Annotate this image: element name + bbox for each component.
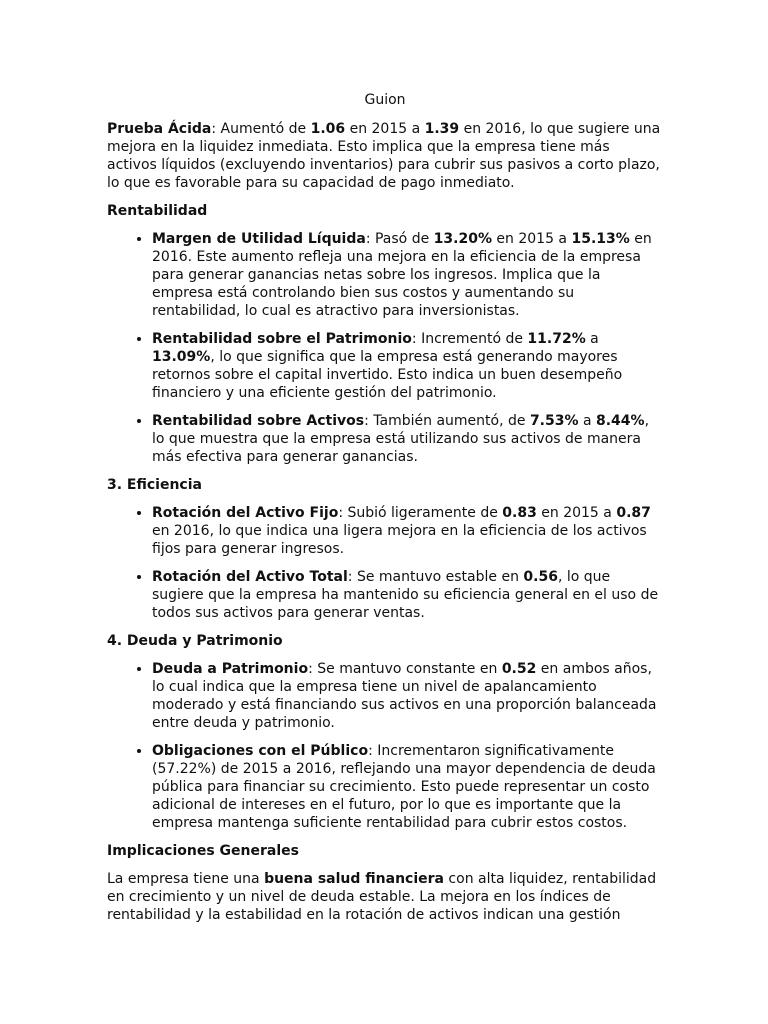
deuda-patrimonio-text-2: en ambos años, lo cual indica que la empresa tiene un nivel de apalancamiento moderado y está financiando sus activos en una proporción balanceada entre deuda y patrimonio. — [152, 661, 657, 731]
implicaciones-heading: Implicaciones Generales — [107, 843, 299, 859]
patrimonio-value-2015: 11.72% — [527, 331, 586, 347]
activos-label: Rentabilidad sobre Activos — [152, 413, 365, 429]
activo-total-text-2: , lo que sugiere que la empresa ha mantenido su eficiencia general en el uso de todos sus activos para generar ventas. — [152, 569, 659, 621]
list-item-activos — [152, 412, 663, 466]
prueba-text-2: en 2015 a — [345, 121, 425, 137]
prueba-text-1: : Aumentó de — [211, 121, 311, 137]
patrimonio-value-2016: 13.09% — [152, 349, 211, 365]
activos-value-2015: 7.53% — [529, 413, 579, 429]
deuda-patrimonio-label: Deuda a Patrimonio — [152, 661, 309, 677]
implicaciones-text-2: con alta liquidez, rentabilidad en crecimiento y un nivel de deuda estable. La mejora en los índices de rentabilidad y la estabilidad en la rotación de activos indican una gestión — [107, 871, 657, 923]
implicaciones-text-1: La empresa tiene una — [107, 871, 265, 887]
patrimonio-text-2: a — [585, 331, 599, 347]
activos-text-1: : También aumentó, de — [364, 413, 530, 429]
list-item-obligaciones — [152, 742, 663, 832]
margen-label: Margen de Utilidad Líquida — [152, 231, 366, 247]
activo-total-label: Rotación del Activo Total — [152, 569, 348, 585]
implicaciones-paragraph — [107, 870, 663, 924]
margen-text-1: : Pasó de — [365, 231, 434, 247]
prueba-acida-label: Prueba Ácida — [107, 121, 212, 137]
deuda-patrimonio-value: 0.52 — [501, 661, 537, 677]
margen-text-2: en 2015 a — [491, 231, 572, 247]
margen-text-3: en 2016. Este aumento refleja una mejora en la eficiencia de la empresa para generar ganancias netas sobre los ingresos. Implica que la empresa está controlando bien sus costos y aumentando su rentabilidad, lo cual es atractivo para inversionistas. — [152, 231, 652, 319]
activo-total-value: 0.56 — [523, 569, 558, 585]
activo-fijo-text-3: en 2016, lo que indica una ligera mejora en la eficiencia de los activos fijos para generar ingresos. — [152, 523, 647, 557]
margen-value-2015: 13.20% — [433, 231, 492, 247]
deuda-list — [107, 660, 663, 832]
activos-text-2: a — [578, 413, 596, 429]
activos-text-3: , lo que muestra que la empresa está utilizando sus activos de manera más efectiva para generar ganancias. — [152, 413, 650, 465]
list-item-activo-total — [152, 568, 663, 622]
list-item-patrimonio — [152, 330, 663, 402]
obligaciones-label: Obligaciones con el Público — [152, 743, 369, 759]
patrimonio-text-3: , lo que significa que la empresa está generando mayores retornos sobre el capital invertido. Esto indica un buen desempeño financiero y una eficiente gestión del patrimonio. — [152, 349, 623, 401]
activo-total-text-1: : Se mantuvo estable en — [347, 569, 524, 585]
document-title: Guion — [364, 92, 406, 108]
activo-fijo-value-2015: 0.83 — [502, 505, 537, 521]
deuda-heading: 4. Deuda y Patrimonio — [107, 633, 283, 649]
prueba-value-2015: 1.06 — [310, 121, 346, 137]
patrimonio-text-1: : Incrementó de — [411, 331, 528, 347]
activos-value-2016: 8.44% — [596, 413, 645, 429]
rentabilidad-list — [107, 230, 663, 466]
activo-fijo-text-1: : Subió ligeramente de — [338, 505, 503, 521]
prueba-value-2016: 1.39 — [424, 121, 460, 137]
deuda-patrimonio-text-1: : Se mantuvo constante en — [308, 661, 502, 677]
rentabilidad-heading: Rentabilidad — [107, 203, 208, 219]
implicaciones-bold: buena salud financiera — [264, 871, 444, 887]
document-body — [107, 91, 663, 934]
activo-fijo-value-2016: 0.87 — [616, 505, 651, 521]
prueba-text-3: en 2016, lo que sugiere una mejora en la liquidez inmediata. Esto implica que la empresa tiene más activos líquidos (excluyendo inventarios) para cubrir sus pasivos a corto plazo, lo que es favorable para su capacidad de pago inmediato. — [107, 121, 661, 191]
activo-fijo-text-2: en 2015 a — [536, 505, 617, 521]
obligaciones-text: : Incrementaron significativamente (57.22%) de 2015 a 2016, reflejando una mayor dependencia de deuda pública para financiar su crecimiento. Esto puede representar un costo adicional de intereses en el futuro, por lo que es importante que la empresa mantenga suficiente rentabilidad para cubrir estos costos. — [152, 743, 656, 831]
eficiencia-list — [107, 504, 663, 622]
activo-fijo-label: Rotación del Activo Fijo — [152, 505, 339, 521]
eficiencia-heading: 3. Eficiencia — [107, 477, 202, 493]
margen-value-2016: 15.13% — [571, 231, 630, 247]
list-item-margen — [152, 230, 663, 320]
prueba-acida-paragraph — [107, 120, 663, 192]
patrimonio-label: Rentabilidad sobre el Patrimonio — [152, 331, 412, 347]
list-item-activo-fijo — [152, 504, 663, 558]
list-item-deuda-patrimonio — [152, 660, 663, 732]
